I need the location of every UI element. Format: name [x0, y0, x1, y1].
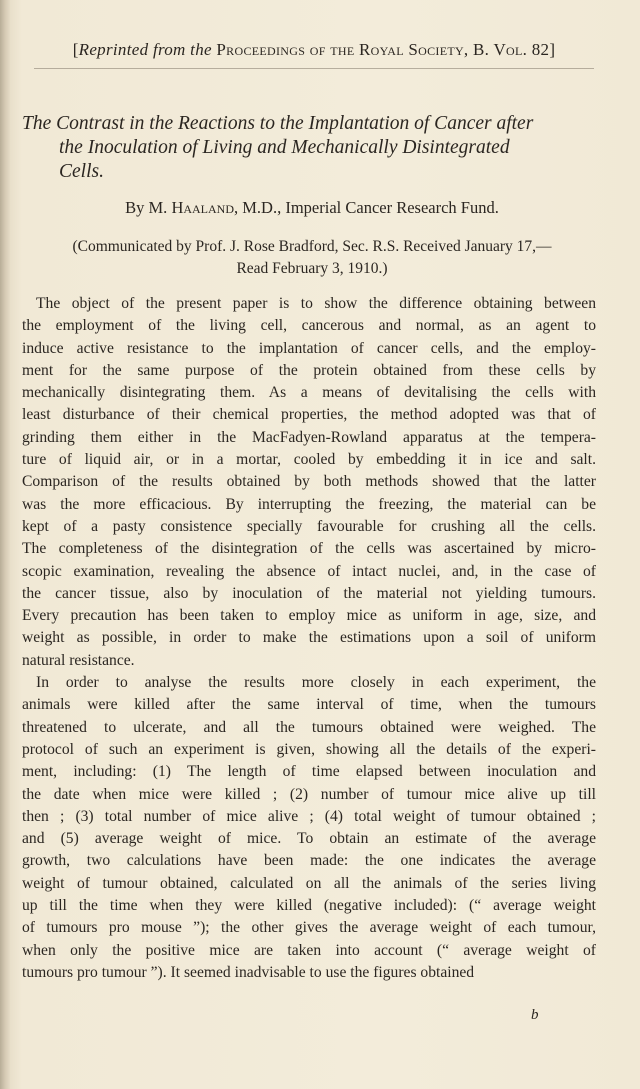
title-line: The Contrast in the Reactions to the Implantation of Cancer after	[22, 113, 534, 134]
byline	[22, 198, 602, 218]
text-line: weight as possible, in order to make the estimations upon a soil of uniform	[22, 629, 596, 647]
text-line: of tumours pro mouse ”); the other gives the average weight of each tumour,	[22, 919, 596, 937]
text-line: weight of tumour obtained, calculated on all the animals of the series living	[22, 874, 596, 892]
header-rule	[34, 68, 594, 69]
paragraph-1	[22, 293, 596, 672]
text-line: induce active resistance to the implantation of cancer cells, and the employ-	[22, 339, 596, 357]
text-line: grinding them either in the MacFadyen-Rowland apparatus at the tempera-	[22, 428, 596, 446]
signature-mark: b	[531, 1007, 539, 1023]
text-line: then ; (3) total number of mice alive ; (4) total weight of tumour obtained ;	[22, 807, 596, 825]
article-title	[22, 112, 602, 184]
text-line: The completeness of the disintegration of the cells was ascertained by micro-	[22, 540, 596, 558]
title-line: Cells.	[59, 161, 104, 182]
byline-rest: , M.D., Imperial Cancer Research Fund.	[234, 198, 499, 217]
text-line: the date when mice were killed ; (2) number of tumour mice alive up till	[22, 785, 596, 803]
text-line: growth, two calculations have been made: the one indicates the average	[22, 852, 596, 870]
communicated-line: (Communicated by Prof. J. Rose Bradford, Sec. R.S. Received January 17,—	[72, 238, 552, 255]
running-header	[34, 40, 594, 60]
text-line: was the more efficacious. By interrupting the freezing, the material can be	[22, 495, 596, 513]
author-name: Haaland	[171, 198, 235, 217]
book-spine-shadow	[0, 0, 10, 1089]
text-line: In order to analyse the results more closely in each experiment, the	[36, 674, 596, 692]
text-line: when only the positive mice are taken into account (“ average weight of	[22, 941, 596, 959]
text-line: the cancer tissue, also by inoculation of the material not yielding tumours.	[22, 584, 596, 602]
text-line: least disturbance of their chemical properties, the method adopted was that of	[22, 406, 596, 424]
text-line: ture of liquid air, or in a mortar, cooled by embedding it in ice and salt.	[22, 451, 596, 469]
text-line: Comparison of the results obtained by both methods showed that the latter	[22, 473, 596, 491]
text-line: ment for the same purpose of the protein obtained from these cells by	[22, 361, 596, 379]
text-line: up till the time when they were killed (negative included): (“ average weight	[22, 897, 596, 915]
text-line: protocol of such an experiment is given, showing all the details of the experi-	[22, 740, 596, 758]
header-reprinted: Reprinted from the	[78, 40, 212, 59]
text-line: kept of a pasty consistence specially favourable for crushing all the cells.	[22, 517, 596, 535]
title-line: the Inoculation of Living and Mechanically Disintegrated	[59, 137, 510, 158]
text-line: mechanically disintegrating them. As a means of devitalising the cells with	[22, 384, 596, 402]
header-bracket-close: ]	[549, 40, 556, 59]
paragraph-2	[22, 672, 596, 984]
text-line: and (5) average weight of mice. To obtain an estimate of the average	[22, 830, 596, 848]
text-line: tumours pro tumour ”). It seemed inadvisable to use the figures obtained	[22, 963, 475, 981]
text-line: ment, including: (1) The length of time elapsed between inoculation and	[22, 763, 596, 781]
header-bracket-open: [	[72, 40, 79, 59]
text-line: The object of the present paper is to show the difference obtaining between	[36, 295, 596, 312]
header-journal: Proceedings of the Royal Society, B. Vol. 82	[216, 40, 550, 59]
text-line: Every precaution has been taken to employ mice as uniform in age, size, and	[22, 607, 596, 625]
byline-prefix: By M.	[125, 198, 172, 217]
communicated-line: Read February 3, 1910.)	[236, 260, 388, 277]
text-line: the employment of the living cell, cancerous and normal, as an agent to	[22, 317, 596, 335]
text-line: natural resistance.	[22, 651, 135, 669]
text-line: threatened to ulcerate, and all the tumours obtained were weighed. The	[22, 718, 596, 736]
text-line: scopic examination, revealing the absence of intact nuclei, and, in the case of	[22, 562, 596, 580]
communicated-note	[22, 236, 602, 280]
body-text	[22, 293, 596, 984]
text-line: animals were killed after the same interval of time, when the tumours	[22, 696, 596, 714]
